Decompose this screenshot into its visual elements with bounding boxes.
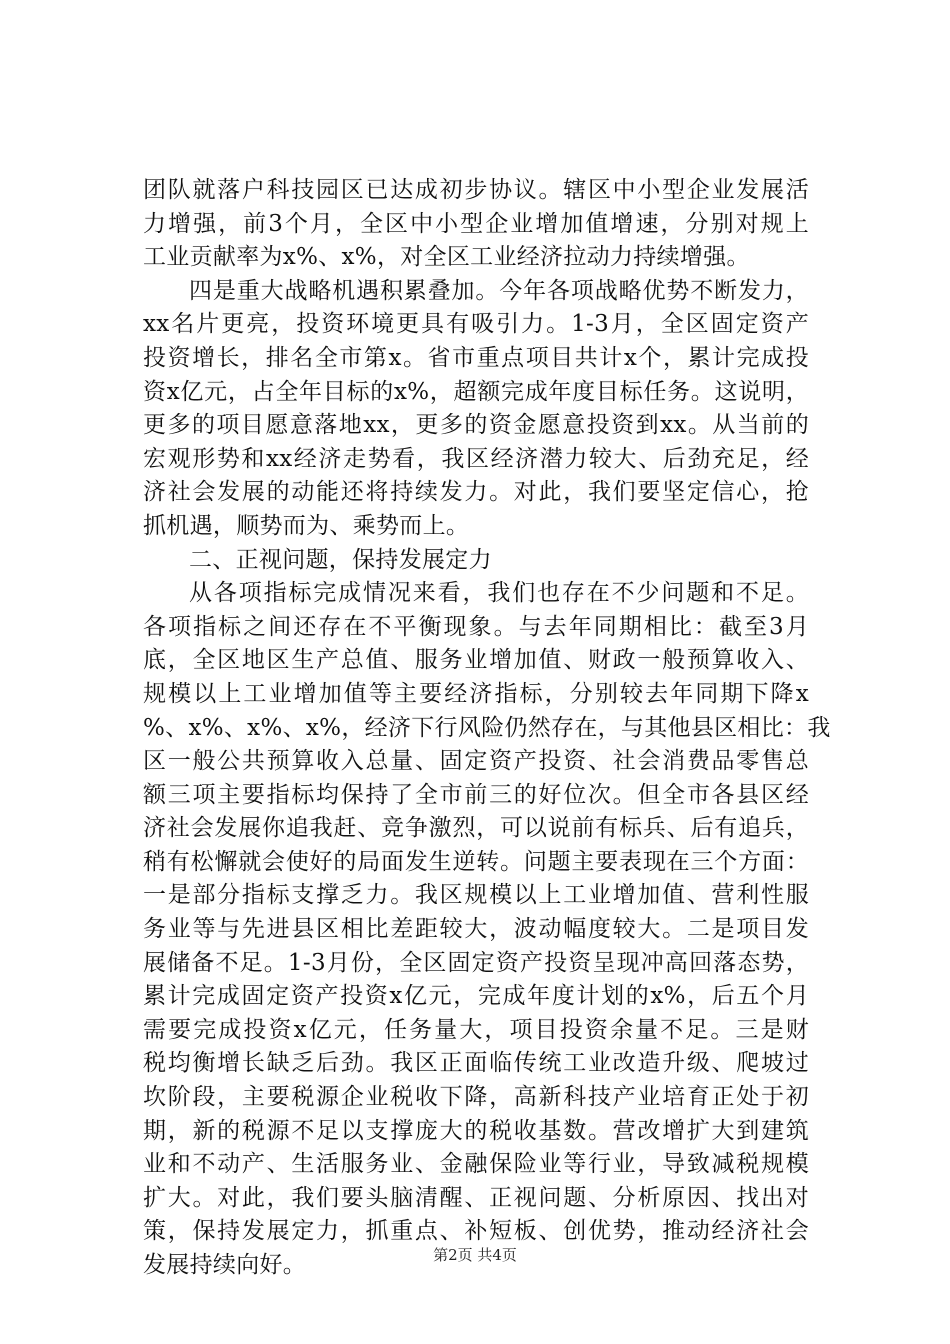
text-line: 更多的项目愿意落地xx，更多的资金愿意投资到xx。从当前的 [143,412,809,439]
section-heading: 二、正视问题，保持发展定力 [189,546,492,573]
text-line: 济社会发展的动能还将持续发力。对此，我们要坚定信心，抢 [143,479,809,506]
paragraph-start-line: 从各项指标完成情况来看，我们也存在不少问题和不足。 [189,580,809,607]
text-line: xx名片更亮，投资环境更具有吸引力。1-3月，全区固定资产 [143,311,809,338]
text-line: %、x%、x%、x%，经济下行风险仍然存在，与其他县区相比：我 [143,714,831,741]
text-line: 策，保持发展定力，抓重点、补短板、创优势，推动经济社会 [143,1218,809,1245]
text-line: 期，新的税源不足以支撑庞大的税收基数。营改增扩大到建筑 [143,1117,809,1144]
text-line: 务业等与先进县区相比差距较大，波动幅度较大。二是项目发 [143,916,809,943]
text-line: 抓机遇，顺势而为、乘势而上。 [143,512,470,539]
text-line: 团队就落户科技园区已达成初步协议。辖区中小型企业发展活 [143,177,809,203]
text-line: 区一般公共预算收入总量、固定资产投资、社会消费品零售总 [143,748,809,775]
text-line: 稍有松懈就会使好的局面发生逆转。问题主要表现在三个方面： [143,848,809,875]
page-number-footer: 第2页 共4页 [433,1246,517,1264]
document-body [143,174,831,1283]
text-line: 济社会发展你追我赶、竞争激烈，可以说前有标兵、后有追兵， [143,815,809,842]
text-line: 坎阶段，主要税源企业税收下降，高新科技产业培育正处于初 [143,1084,809,1111]
text-line: 投资增长，排名全市第x。省市重点项目共计x个，累计完成投 [143,344,809,371]
text-line: 展储备不足。1-3月份，全区固定资产投资呈现冲高回落态势， [143,949,809,976]
text-line: 税均衡增长缺乏后劲。我区正面临传统工业改造升级、爬坡过 [143,1050,809,1077]
text-line: 工业贡献率为x%、x%，对全区工业经济拉动力持续增强。 [143,244,750,271]
text-line: 资x亿元，占全年目标的x%，超额完成年度目标任务。这说明， [143,378,809,405]
paragraph-start-line: 四是重大战略机遇积累叠加。今年各项战略优势不断发力， [189,277,809,304]
text-line: 宏观形势和xx经济走势看，我区经济潜力较大、后劲充足，经 [143,445,809,472]
text-line: 发展持续向好。 [143,1252,307,1278]
text-line: 需要完成投资x亿元，任务量大，项目投资余量不足。三是财 [143,1016,809,1043]
text-line: 累计完成固定资产投资x亿元，完成年度计划的x%，后五个月 [143,983,809,1010]
text-line: 额三项主要指标均保持了全市前三的好位次。但全市各县区经 [143,781,809,808]
text-line: 扩大。对此，我们要头脑清醒、正视问题、分析原因、找出对 [143,1184,809,1211]
text-line: 规模以上工业增加值等主要经济指标，分别较去年同期下降x [143,680,809,707]
text-line: 业和不动产、生活服务业、金融保险业等行业，导致减税规模 [143,1151,809,1178]
text-line: 一是部分指标支撑乏力。我区规模以上工业增加值、营利性服 [143,882,809,909]
text-line: 各项指标之间还存在不平衡现象。与去年同期相比：截至3月 [143,613,809,640]
text-line: 底，全区地区生产总值、服务业增加值、财政一般预算收入、 [143,647,809,674]
text-line: 力增强，前3个月，全区中小型企业增加值增速，分别对规上 [143,210,809,237]
